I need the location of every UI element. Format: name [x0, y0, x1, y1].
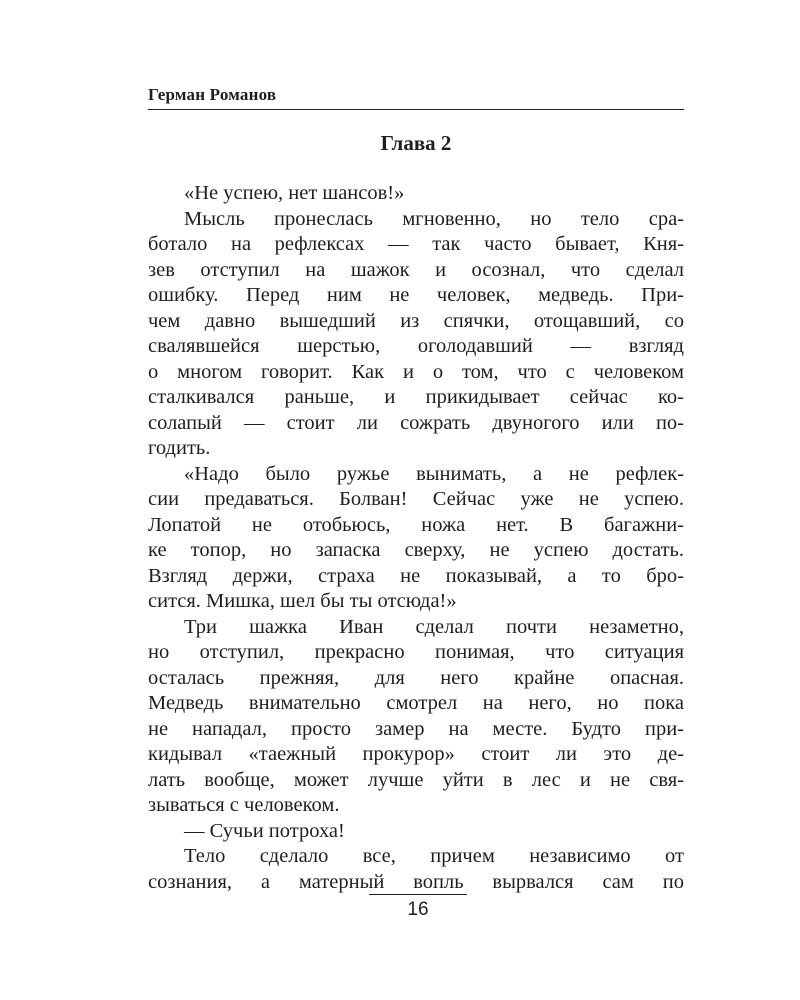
text-line: ке топор, но запаска сверху, не успею достать.	[148, 539, 684, 561]
text-line: ботало на рефлексах — так часто бывает, Кня-	[148, 233, 684, 255]
running-head-author: Герман Романов	[148, 85, 277, 104]
text-line: свалявшейся шерстью, оголодавший — взгляд	[148, 335, 684, 357]
text-line: сталкивался раньше, и прикидывает сейчас ко-	[148, 386, 684, 408]
text-line: чем давно вышедший из спячки, отощавший, со	[148, 309, 684, 332]
text-line: Медведь внимательно смотрел на него, но пока	[148, 692, 684, 714]
header-rule	[148, 109, 684, 110]
text-line: сится. Мишка, шел бы ты отсюда!»	[148, 590, 457, 612]
text-line: Тело сделало все, причем независимо от	[184, 845, 684, 867]
text-line: зываться с человеком.	[148, 794, 340, 816]
text-line: — Сучьи потроха!	[184, 819, 345, 842]
text-line: «Надо было ружье вынимать, а не рефлек-	[184, 462, 684, 485]
text-line: не нападал, просто замер на месте. Будто при-	[148, 717, 684, 740]
text-line: Лопатой не отобьюсь, ножа нет. В багажни-	[148, 513, 684, 536]
text-line: лать вообще, может лучше уйти в лес и не свя-	[148, 768, 684, 791]
text-line: о многом говорит. Как и о том, что с человеком	[148, 360, 684, 383]
body-text	[148, 181, 684, 895]
text-line: «Не успею, нет шансов!»	[184, 182, 405, 204]
text-line: зев отступил на шажок и осознал, что сделал	[148, 258, 684, 281]
text-line: Мысль пронеслась мгновенно, но тело сра-	[184, 207, 684, 230]
text-line: осталась прежняя, для него крайне опасная.	[148, 666, 684, 689]
text-line: сии предаваться. Болван! Сейчас уже не успею.	[148, 488, 684, 510]
text-line: ошибку. Перед ним не человек, медведь. При-	[148, 284, 684, 306]
text-line: Взгляд держи, страха не показывай, а то бро-	[148, 564, 684, 587]
text-line: сознания, а матерный вопль вырвался сам по	[148, 870, 684, 893]
text-line: Три шажка Иван сделал почти незаметно,	[184, 615, 684, 638]
text-line: но отступил, прекрасно понимая, что ситуация	[148, 641, 684, 663]
chapter-title: Глава 2	[380, 131, 452, 155]
page-number: 16	[407, 899, 429, 920]
footer-rule	[369, 894, 467, 895]
text-line: солапый — стоит ли сожрать двуногого или по-	[148, 411, 684, 434]
text-line: годить.	[148, 437, 211, 459]
text-line: кидывал «таежный прокурор» стоит ли это де-	[148, 743, 684, 765]
